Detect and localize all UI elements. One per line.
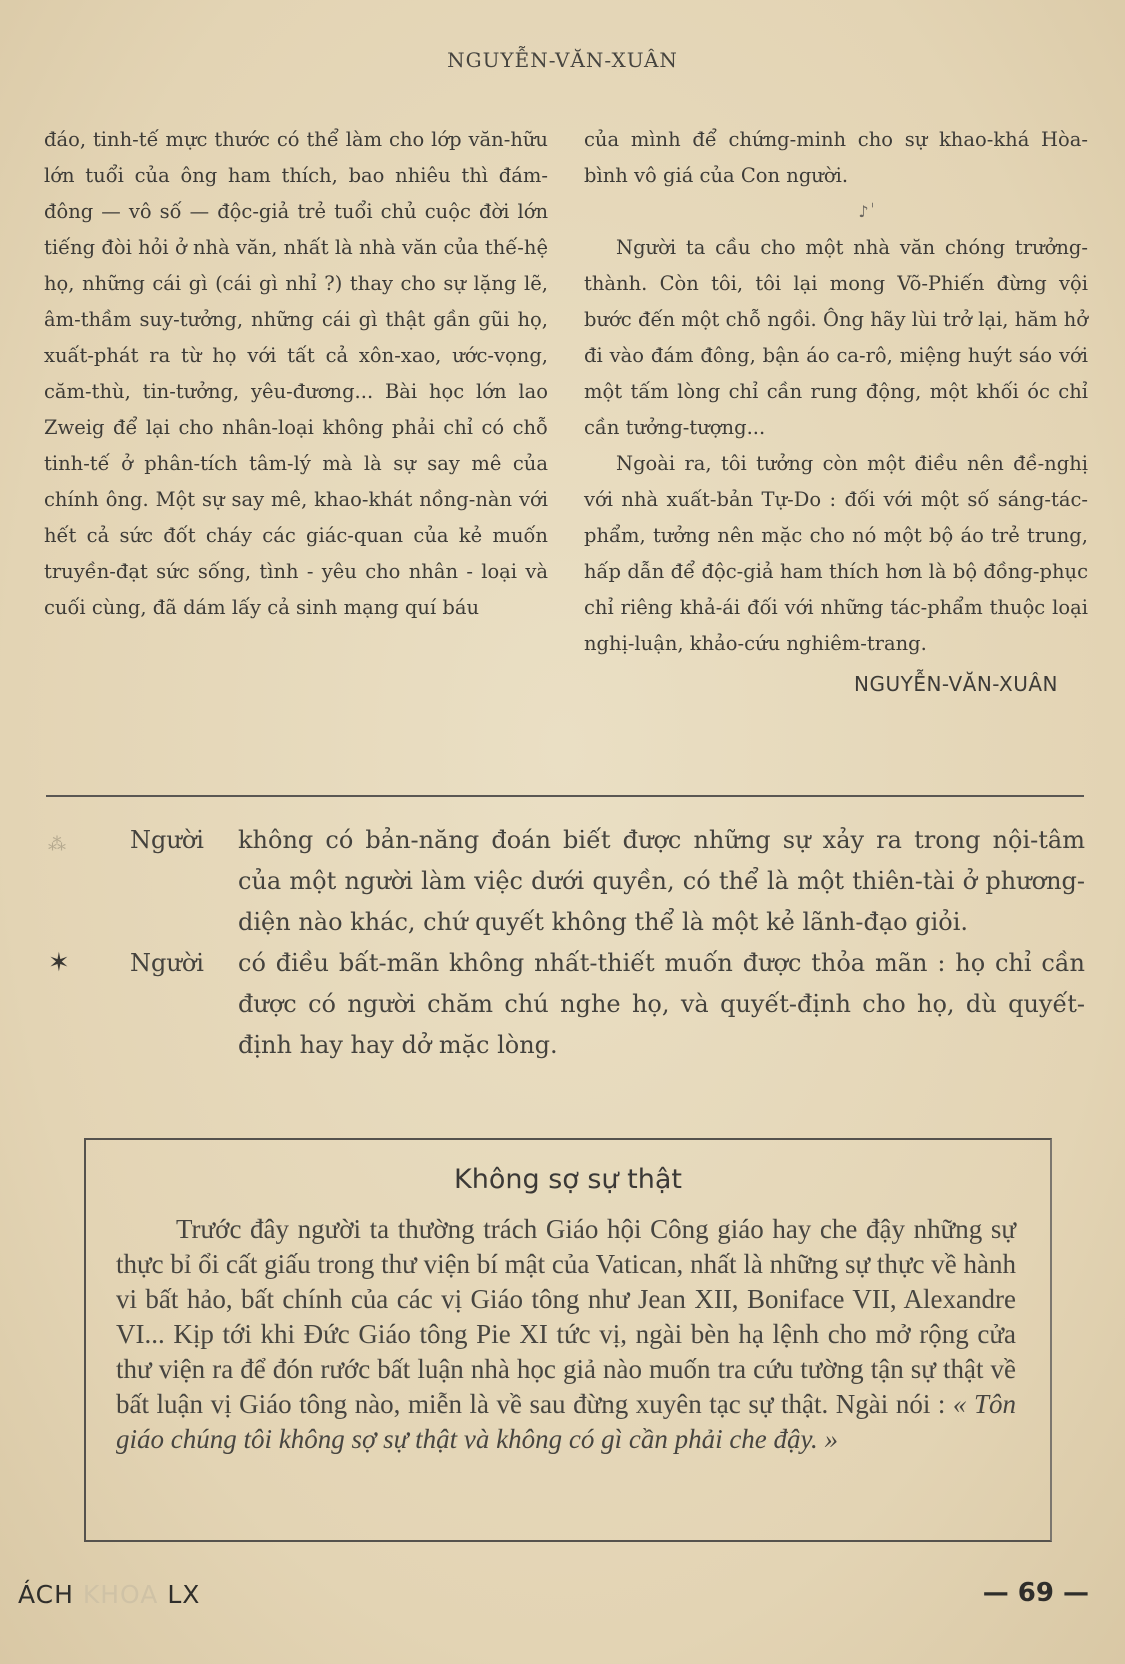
section-mark: ♪ ٰ <box>858 202 874 221</box>
maxim-text: không có bản-năng đoán biết được những sự xảy ra trong nội-tâm của một người làm việc dưới quyền, có thể là một thiên-tài ở phương-diện nào khác, chứ quyết không thể là một kẻ lãnh-đạo giỏi. <box>238 826 1085 936</box>
maxim-lead-word: Người <box>130 949 204 977</box>
magazine-name-faded: KHOA <box>73 1580 168 1609</box>
maxims-section <box>40 820 1085 1066</box>
right-column-paragraph-1: của mình để chứng-minh cho sự khao-khá Hòa-bình vô giá của Con người. <box>584 128 1088 187</box>
boxed-article-paragraph <box>116 1212 1016 1457</box>
magazine-issue: LX <box>167 1580 201 1609</box>
page-number: — 69 — <box>982 1578 1089 1608</box>
maxim-item <box>40 943 1085 1066</box>
maxim-item <box>40 820 1085 943</box>
boxed-article-text: Trước đây người ta thường trách Giáo hội Công giáo hay che đậy những sự thực bỉ ổi cất giấu trong thư viện bí mật của Vatican, nhất là những sự thực về hành vi bất hảo, bất chính của các vị Giáo tông như Jean XII, Boniface VII, Alexandre VI... Kịp tới khi Đức Giáo tông Pie XI tức vị, ngài bèn hạ lệnh cho mở rộng cửa thư viện ra để đón rước bất luận nhà học giả nào muốn tra cứu tường tận sự thật về bất luận vị Giáo tông nào, miễn là về sau đừng xuyên tạc sự thật. Ngài nói : <box>116 1214 1016 1419</box>
boxed-article-quote: « Tôn giáo chúng tôi không sợ sự thật và không có gì cần phải che đậy. » <box>116 1389 1016 1454</box>
running-head: NGUYỄN-VĂN-XUÂN <box>447 48 678 72</box>
right-column-paragraph-3: Ngoài ra, tôi tưởng còn một điều nên đề-nghị với nhà xuất-bản Tự-Do : đối với một số sáng-tác-phẩm, tưởng nên mặc cho nó một bộ áo trẻ trung, hấp dẫn để độc-giả ham thích hơn là bộ đồng-phục chỉ riêng khả-ái đối với những tác-phẩm thuộc loại nghị-luận, khảo-cứu nghiêm-trang. <box>584 452 1088 655</box>
asterism-icon: ⁂ <box>48 834 66 855</box>
magazine-name <box>18 1580 200 1609</box>
author-signature: NGUYỄN-VĂN-XUÂN <box>854 672 1058 696</box>
right-column-paragraph-2: Người ta cầu cho một nhà văn chóng trưởng-thành. Còn tôi, tôi lại mong Võ-Phiến đừng vội bước đến một chỗ ngồi. Ông hãy lùi trở lại, hăm hở đi vào đám đông, bận áo ca-rô, miệng huýt sáo với một tấm lòng chỉ cần rung động, một khối óc chỉ cần tưởng-tượng... <box>584 236 1088 439</box>
right-column <box>584 122 1088 702</box>
magazine-name-start: ÁCH <box>18 1580 74 1609</box>
left-column <box>44 122 548 626</box>
boxed-article-body <box>116 1212 1016 1457</box>
star-bullet-icon: ✶ <box>48 948 70 978</box>
maxim-lead-word: Người <box>130 826 204 854</box>
left-column-text: đáo, tinh-tế mực thước có thể làm cho lớp văn-hữu lớn tuổi của ông ham thích, bao nhiêu thì đám-đông — vô số — độc-giả trẻ tuổi chủ cuộc đời lớn tiếng đòi hỏi ở nhà văn, nhất là nhà văn của thế-hệ họ, những cái gì (cái gì nhỉ ?) thay cho sự lặng lẽ, âm-thầm suy-tưởng, những cái gì thật gần gũi họ, xuất-phát ra từ họ với tất cả xôn-xao, ước-vọng, căm-thù, tin-tưởng, yêu-đương... Bài học lớn lao Zweig để lại cho nhân-loại không phải chỉ có chỗ tinh-tế ở phân-tích tâm-lý mà là sự say mê của chính ông. Một sự say mê, khao-khát nồng-nàn với hết cả sức đốt cháy các giác-quan của kẻ muốn truyền-đạt sức sống, tình - yêu cho nhân - loại và cuối cùng, đã dám lấy cả sinh mạng quí báu <box>44 128 548 619</box>
boxed-article <box>84 1138 1052 1542</box>
maxim-text: có điều bất-mãn không nhất-thiết muốn được thỏa mãn : họ chỉ cần được có người chăm chú nghe họ, và quyết-định cho họ, dù quyết-định hay hay dở mặc lòng. <box>238 949 1085 1059</box>
section-divider <box>46 795 1084 797</box>
boxed-article-title: Không sợ sự thật <box>454 1164 682 1195</box>
